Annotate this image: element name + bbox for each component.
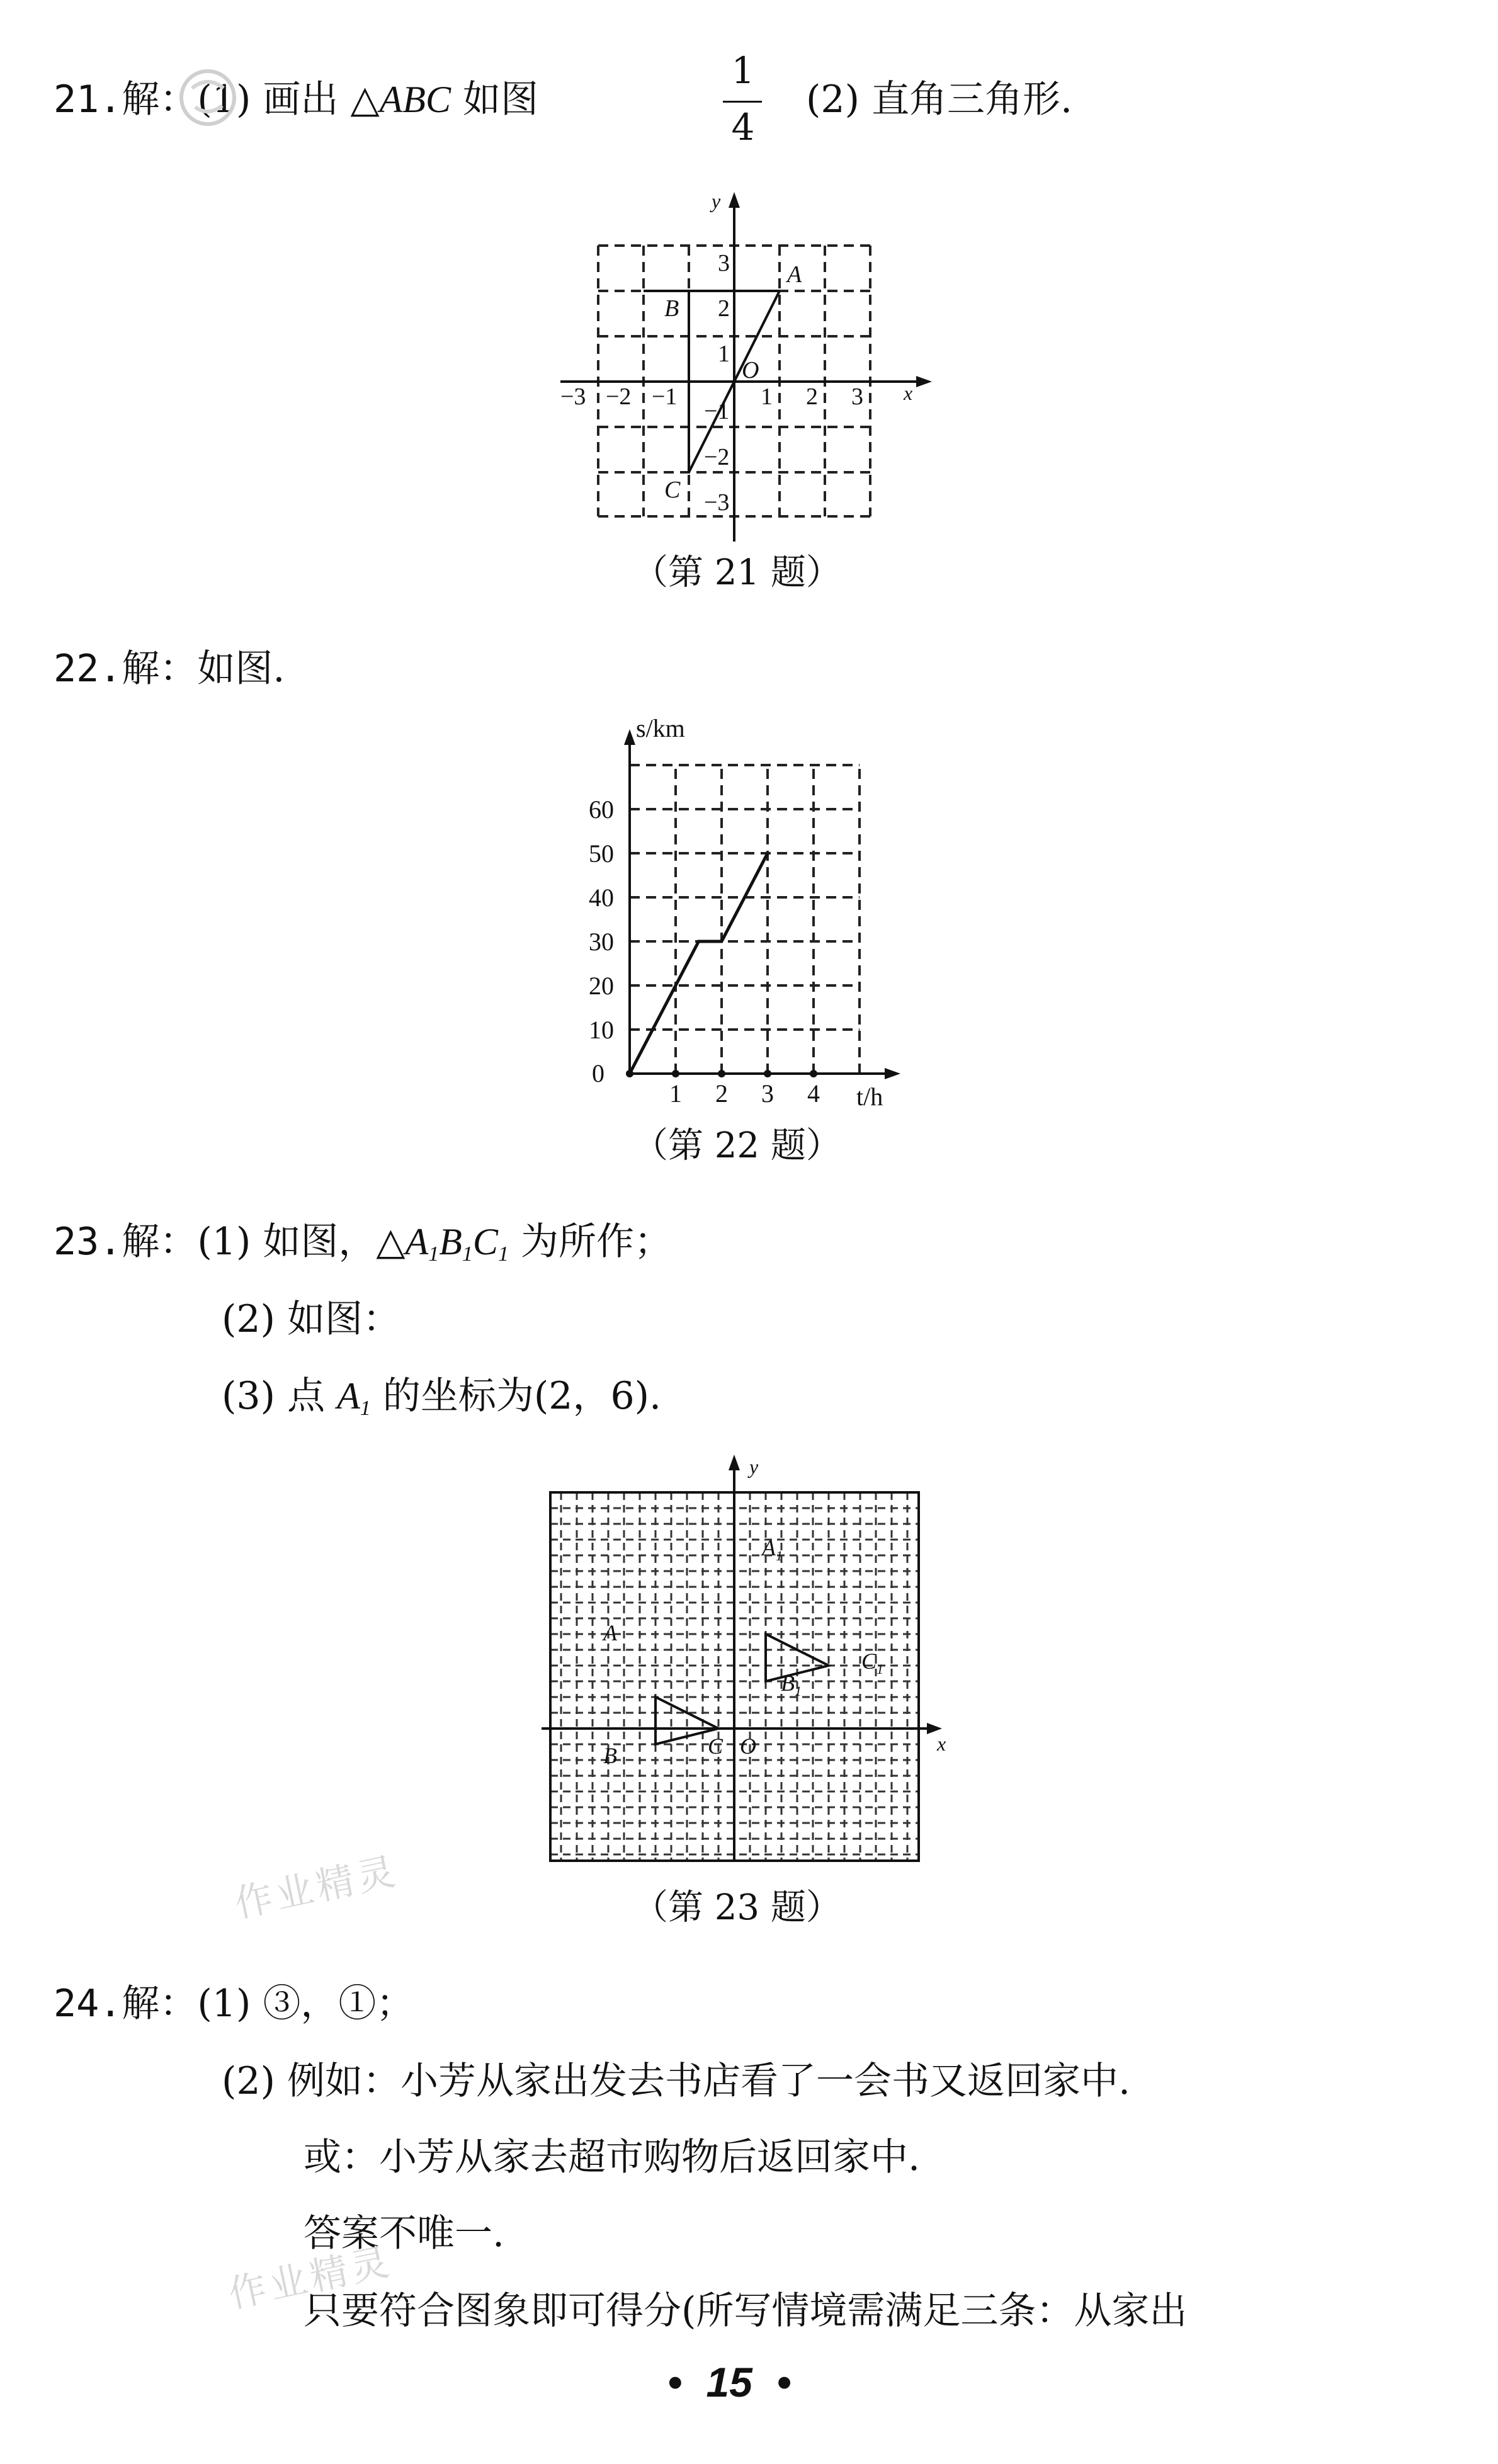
q23-triangle-a1: $A_1$ <box>405 1221 440 1266</box>
q24-number: 24. <box>54 1982 122 2026</box>
q22-y-arrow-icon <box>624 729 635 745</box>
q21-point-c: C <box>664 477 681 503</box>
q22-y-tick-label: 30 <box>589 928 614 956</box>
q23-line3 <box>222 1371 661 1434</box>
q22-x-tick-label: 4 <box>807 1079 820 1108</box>
q21-y-label: y <box>712 190 721 212</box>
q23-y-label: y <box>749 1455 759 1478</box>
q21-y-tick: 3 <box>718 250 730 276</box>
watermark-text: 作业精灵 <box>230 1849 403 1927</box>
q24-line4: 答案不唯一. <box>304 2211 505 2256</box>
q23-line1-a: (1) 如图，△ <box>197 1220 406 1264</box>
q23-x-label: x <box>937 1732 946 1755</box>
q21-origin: O <box>742 357 759 383</box>
q22-y-tick-label: 40 <box>589 883 614 912</box>
q21-x-tick: −3 <box>560 383 586 410</box>
q23-point-a1: $A_1$ <box>337 1375 371 1420</box>
q23-label-c: C <box>708 1734 723 1759</box>
q24-jie: 解： <box>122 1982 198 2026</box>
q23-line1-b: 为所作； <box>508 1220 672 1264</box>
q21-point-b: B <box>664 295 679 322</box>
q22-line <box>54 644 285 694</box>
q23-label-a1: $A_1$ <box>762 1535 783 1564</box>
q23-line2: (2) 如图： <box>222 1297 401 1341</box>
q23-origin: O <box>740 1734 756 1759</box>
q22-axis-dot <box>810 1070 817 1077</box>
q22-x-tick-label: 2 <box>715 1079 728 1108</box>
q21-part1b: 如图 <box>450 77 539 122</box>
q23-label-a: A <box>603 1620 617 1645</box>
q24-line2: (2) 例如：小芳从家出发去书店看了一会书又返回家中. <box>222 2059 1131 2103</box>
q23-triangle-b1: $B_1$ <box>439 1221 473 1266</box>
q22-number: 22. <box>54 647 122 691</box>
q23-label-c1: $C_1$ <box>861 1649 884 1677</box>
q21-x-tick: 1 <box>761 383 773 410</box>
q22-text: 如图. <box>197 647 285 691</box>
q23-caption: （第 23 题） <box>633 1887 841 1928</box>
q23-line3-b: 的坐标为(2，6). <box>370 1374 662 1418</box>
q22-x-arrow-icon <box>885 1068 900 1079</box>
q21-y-tick: −2 <box>704 444 730 470</box>
q22-x-tick-label: 3 <box>761 1079 774 1108</box>
q23-line3-a: (3) 点 <box>222 1374 338 1418</box>
q21-y-arrow-icon <box>729 192 740 208</box>
q22-chart <box>567 712 945 1115</box>
q22-series-line <box>630 853 768 1074</box>
watermark-text-2: 作业精灵 <box>224 2239 397 2317</box>
q21-part2: (2) 直角三角形. <box>806 77 1073 122</box>
q23-label-b1: $B_1$ <box>781 1671 802 1699</box>
q21-point-a: A <box>787 261 802 288</box>
q22-axis-dot <box>718 1070 725 1077</box>
q24-line1 <box>54 1979 414 2029</box>
q22-axis-dot <box>672 1070 679 1077</box>
q21-y-tick: 2 <box>718 295 730 322</box>
q21-y-tick: 1 <box>718 341 730 367</box>
q21-caption: （第 21 题） <box>633 552 841 593</box>
q21-y-tick: −1 <box>704 398 730 424</box>
q21-graph <box>554 183 963 548</box>
q22-y-tick-label: 10 <box>589 1016 614 1044</box>
q23-y-arrow-icon <box>729 1455 740 1470</box>
q23-line1 <box>54 1217 672 1280</box>
q22-x-axis-label: t/h <box>856 1082 883 1111</box>
q21-frac-bar <box>723 101 762 103</box>
page-dot-left: • <box>667 2359 683 2405</box>
q21-part1: (1) 画出 △ <box>197 77 380 122</box>
q23-triangle-c1: $C_1$ <box>472 1221 509 1266</box>
q21-abc: ABC <box>379 79 451 120</box>
q23-label-b: B <box>603 1743 617 1768</box>
q22-x-tick-label: 1 <box>669 1079 682 1108</box>
q21-x-label: x <box>904 382 913 404</box>
q22-axis-dot <box>626 1070 633 1077</box>
q23-jie: 解： <box>122 1220 198 1264</box>
q21-x-arrow-icon <box>916 376 932 387</box>
page-dot-right: • <box>776 2359 792 2405</box>
q21-line <box>54 74 538 125</box>
q21-x-tick: −2 <box>606 383 632 410</box>
q22-y-tick-label: 60 <box>589 795 614 824</box>
q22-y-tick-label: 50 <box>589 839 614 868</box>
q22-axis-dot <box>764 1070 771 1077</box>
q24-line5: 只要符合图象即可得分(所写情境需满足三条：从家出 <box>304 2289 1188 2333</box>
q23-number: 23. <box>54 1220 122 1264</box>
q22-origin-label: 0 <box>592 1059 604 1087</box>
q24-line3: 或：小芳从家去超市购物后返回家中. <box>304 2135 921 2179</box>
q21-x-tick: 3 <box>851 383 863 410</box>
q22-caption: （第 22 题） <box>633 1125 841 1166</box>
q22-y-axis-label: s/km <box>636 714 685 742</box>
q21-jie: 解： <box>122 77 198 122</box>
q23-graph <box>542 1448 982 1864</box>
page-number <box>667 2358 791 2406</box>
q21-x-tick: −1 <box>652 383 678 410</box>
q21-number: 21. <box>54 77 122 122</box>
q21-frac-denominator: 4 <box>731 106 755 149</box>
page-number-value: 15 <box>706 2359 752 2405</box>
q21-x-tick: 2 <box>806 383 818 410</box>
q21-y-tick: −3 <box>704 489 730 516</box>
q22-y-tick-label: 20 <box>589 972 614 1000</box>
logo-stamp-icon <box>173 63 249 132</box>
q21-frac-numerator: 1 <box>731 49 755 92</box>
q22-jie: 解： <box>122 647 198 691</box>
q24-line1-text: (1) ③，①； <box>197 1982 414 2026</box>
